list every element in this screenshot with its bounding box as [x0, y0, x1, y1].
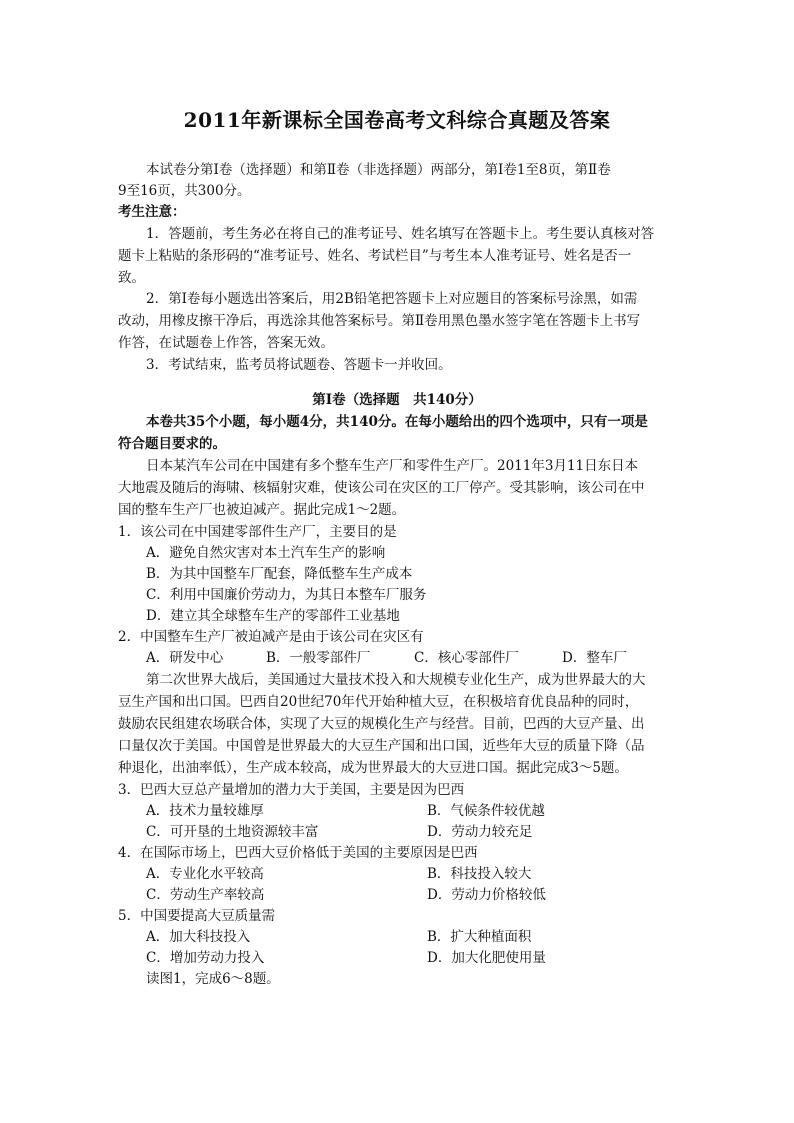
question-3-option-b: B．气候条件较优越: [427, 803, 545, 819]
notice-line-3: 致。: [118, 270, 145, 286]
question-4-option-c: C．劳动生产率较高: [146, 887, 265, 903]
notice-line-7: 3．考试结束，监考员将试题卷、答题卡一并收回。: [146, 357, 452, 373]
question-1-option-a: A．避免自然灾害对本土汽车生产的影响: [146, 545, 386, 561]
notice-line-1: 1．答题前，考生务必在将自己的准考证号、姓名填写在答题卡上。考生要认真核对答: [146, 226, 655, 242]
question-4-option-a: A．专业化水平较高: [146, 866, 264, 882]
page-title: 2011年新课标全国卷高考文科综合真题及答案: [183, 108, 611, 132]
question-1-option-c: C．利用中国廉价劳动力，为其日本整车厂服务: [146, 587, 427, 603]
question-3-option-a: A．技术力量较雄厚: [146, 803, 264, 819]
passage2-line-5: 种退化，出油率低），生产成本较高，成为世界最大的大豆进口国。据此完成3～5题。: [118, 760, 628, 776]
question-2-option-c: C．核心零部件厂: [414, 650, 519, 666]
question-3-option-d: D．劳动力较充足: [427, 824, 533, 840]
question-3-option-c: C．可开垦的土地资源较丰富: [146, 824, 319, 840]
question-2-option-a: A．研发中心: [146, 650, 224, 666]
question-2-option-d: D．整车厂: [562, 650, 627, 666]
passage2-line-3: 鼓励农民组建农场联合体，实现了大豆的规模化生产与经营。目前，巴西的大豆产量、出: [118, 716, 645, 732]
section-title: 第Ⅰ卷（选择题 共140分）: [312, 392, 482, 408]
intro-line-1: 本试卷分第Ⅰ卷（选择题）和第Ⅱ卷（非选择题）两部分，第Ⅰ卷1至8页，第Ⅱ卷: [146, 162, 611, 178]
question-2-stem: 2．中国整车生产厂被迫减产是由于该公司在灾区有: [118, 629, 424, 645]
passage1-line-1: 日本某汽车公司在中国建有多个整车生产厂和零件生产厂。2011年3月11日东日本: [146, 458, 639, 474]
question-1-option-d: D．建立其全球整车生产的零部件工业基地: [146, 608, 400, 624]
notice-line-2: 题卡上粘贴的条形码的“准考证号、姓名、考试栏目”与考生本人准考证号、姓名是否一: [118, 248, 632, 264]
notice-heading: 考生注意：: [118, 204, 186, 220]
question-4-stem: 4．在国际市场上，巴西大豆价格低于美国的主要原因是巴西: [118, 845, 478, 861]
question-3-stem: 3．巴西大豆总产量增加的潜力大于美国，主要是因为巴西: [118, 782, 465, 798]
notice-line-6: 作答，在试题卷上作答，答案无效。: [118, 335, 334, 351]
question-1-stem: 1．该公司在中国建零部件生产厂，主要目的是: [118, 524, 397, 540]
question-4-option-d: D．劳动力价格较低: [427, 887, 546, 903]
notice-line-4: 2．第Ⅰ卷每小题选出答案后，用2B铅笔把答题卡上对应题目的答案标号涂黑，如需: [146, 291, 638, 307]
question-2-option-b: B．一般零部件厂: [266, 650, 371, 666]
notice-line-5: 改动，用橡皮擦干净后，再选涂其他答案标号。第Ⅱ卷用黑色墨水签字笔在答题卡上书写: [118, 313, 641, 329]
section-desc-2: 符合题目要求的。: [118, 436, 226, 452]
passage2-line-4: 口量仅次于美国。中国曾是世界最大的大豆生产国和出口国，近些年大豆的质量下降（品: [118, 738, 645, 754]
passage1-line-2: 大地震及随后的海啸、核辐射灾难，使该公司在灾区的工厂停产。受其影响，该公司在中: [118, 480, 645, 496]
intro-line-2: 9至16页，共300分。: [118, 183, 251, 199]
passage1-line-3: 国的整车生产厂也被迫减产。据此完成1～2题。: [118, 502, 406, 518]
question-5-option-a: A．加大科技投入: [146, 929, 251, 945]
question-4-option-b: B．科技投入较大: [427, 866, 532, 882]
question-1-option-b: B．为其中国整车厂配套，降低整车生产成本: [146, 566, 413, 582]
section-desc-1: 本卷共35个小题，每小题4分，共140分。在每小题给出的四个选项中，只有一项是: [146, 414, 648, 430]
question-5-option-d: D．加大化肥使用量: [427, 950, 546, 966]
passage2-line-1: 第二次世界大战后，美国通过大量技术投入和大规模专业化生产，成为世界最大的大: [146, 672, 646, 688]
question-5-option-c: C．增加劳动力投入: [146, 950, 265, 966]
closing-instruction: 读图1，完成6～8题。: [146, 971, 280, 987]
question-5-stem: 5．中国要提高大豆质量需: [118, 908, 276, 924]
passage2-line-2: 豆生产国和出口国。巴西自20世纪70年代开始种植大豆，在积极培育优良品种的同时，: [118, 694, 639, 710]
question-5-option-b: B．扩大种植面积: [427, 929, 532, 945]
